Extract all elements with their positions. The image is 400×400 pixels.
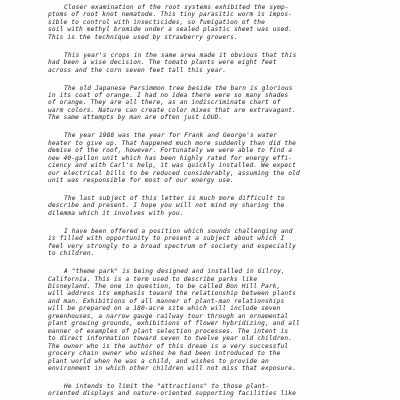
text-line: Disneyland. The one in question, to be called Bon Hill Park, [48, 283, 281, 291]
text-line: of orange. They are all there, as an indiscriminate chart of [48, 99, 281, 107]
text-line: He intends to limit the "attractions" to those plant- [64, 382, 270, 390]
text-line: oriented displays and nature-oriented supporting facilities like [48, 390, 297, 398]
text-line: ciency and with Carl's help, it was quickly installed. We expect [48, 162, 297, 170]
text-line: our electrical bills to be reduced considerably, assuming the old [48, 169, 300, 177]
text-line: plant growing grounds, exhibitions of flower hybridizing, and all [48, 320, 300, 328]
text-line: unit was responsible for most of our energy use. [48, 177, 235, 185]
text-line: describe and present. I hope you will not mind my sharing the [48, 202, 285, 210]
text-line: The same attempts by man are often just LOUD. [48, 114, 223, 122]
text-line: feel very strongly to a broad spectrum of society and especially [48, 242, 297, 250]
text-line: manner of examples of plant selection processes. The intent is [48, 327, 289, 335]
text-line: new 40-gallon unit which has been highly rated for energy effi- [48, 154, 293, 162]
text-line: This is the technique used by strawberry growers. [48, 33, 238, 41]
text-line: greenhouses, a narrow gauge railway tour through an ornamental [48, 312, 289, 320]
text-line: will be prepared on a 180-acre site which will include seven [48, 305, 281, 313]
text-line: The year 1988 was the year for Frank and George's water [64, 132, 278, 140]
text-line: to children. [48, 250, 95, 258]
text-line: grocery chain owner who wishes he had been introduced to the [48, 350, 281, 358]
text-line: California. This is a term used to describe parks like [48, 275, 258, 283]
text-line: soil with methyl bromide under a sealed plastic sheet was used. [48, 26, 293, 34]
text-line: A "theme park" is being designed and installed in Gilroy, [64, 268, 285, 276]
text-line: demise of the roof, however. Fortunately we were able to find a [48, 147, 293, 155]
text-line: across and the corn seven feet tall this year. [48, 66, 227, 74]
text-line: The old Japanese Persimmon tree beside the barn is glorious [64, 84, 293, 92]
text-line: warm colors. Nature can create color mixes that are extravagant. [48, 106, 297, 114]
text-line: This year's crops in the same area made it obvious that this [64, 51, 297, 59]
text-line: sible to control with insecticides, so fumigation of the [48, 18, 266, 26]
text-line: heater to give up. That happened much more suddenly than did the [48, 139, 297, 147]
text-line: is filled with opportunity to present a subject about which I [48, 235, 285, 243]
text-line: Closer examination of the root systems exhibited the symp- [64, 4, 289, 11]
text-line: The last subject of this letter is much more difficult to [64, 195, 285, 202]
text-line: dilemma which it involves with you. [48, 209, 184, 217]
text-line: ptoms of root knot nematode. This tiny parasitic worm is impos- [48, 11, 293, 19]
text-line: plant world when he was a child, and wishes to provide an [48, 357, 269, 365]
text-line: had been a wise decision. The tomato plants were eight feet [48, 59, 277, 67]
text-line: to direct information toward seven to twelve year old children. [48, 335, 293, 343]
text-line: in its coat of orange. I had no idea there were so many shades [48, 92, 289, 100]
text-line: will address its emphasis toward the relationship between plants [48, 290, 297, 298]
text-line: and man. Exhibitions of all manner of plant-man relationships [48, 297, 285, 305]
text-line: I have been offered a position which sounds challenging and [64, 227, 293, 235]
text-line: environment in which other children will not miss that exposure. [48, 364, 297, 372]
text-line: The owner who is the author of this dream is a very successful [48, 342, 289, 350]
